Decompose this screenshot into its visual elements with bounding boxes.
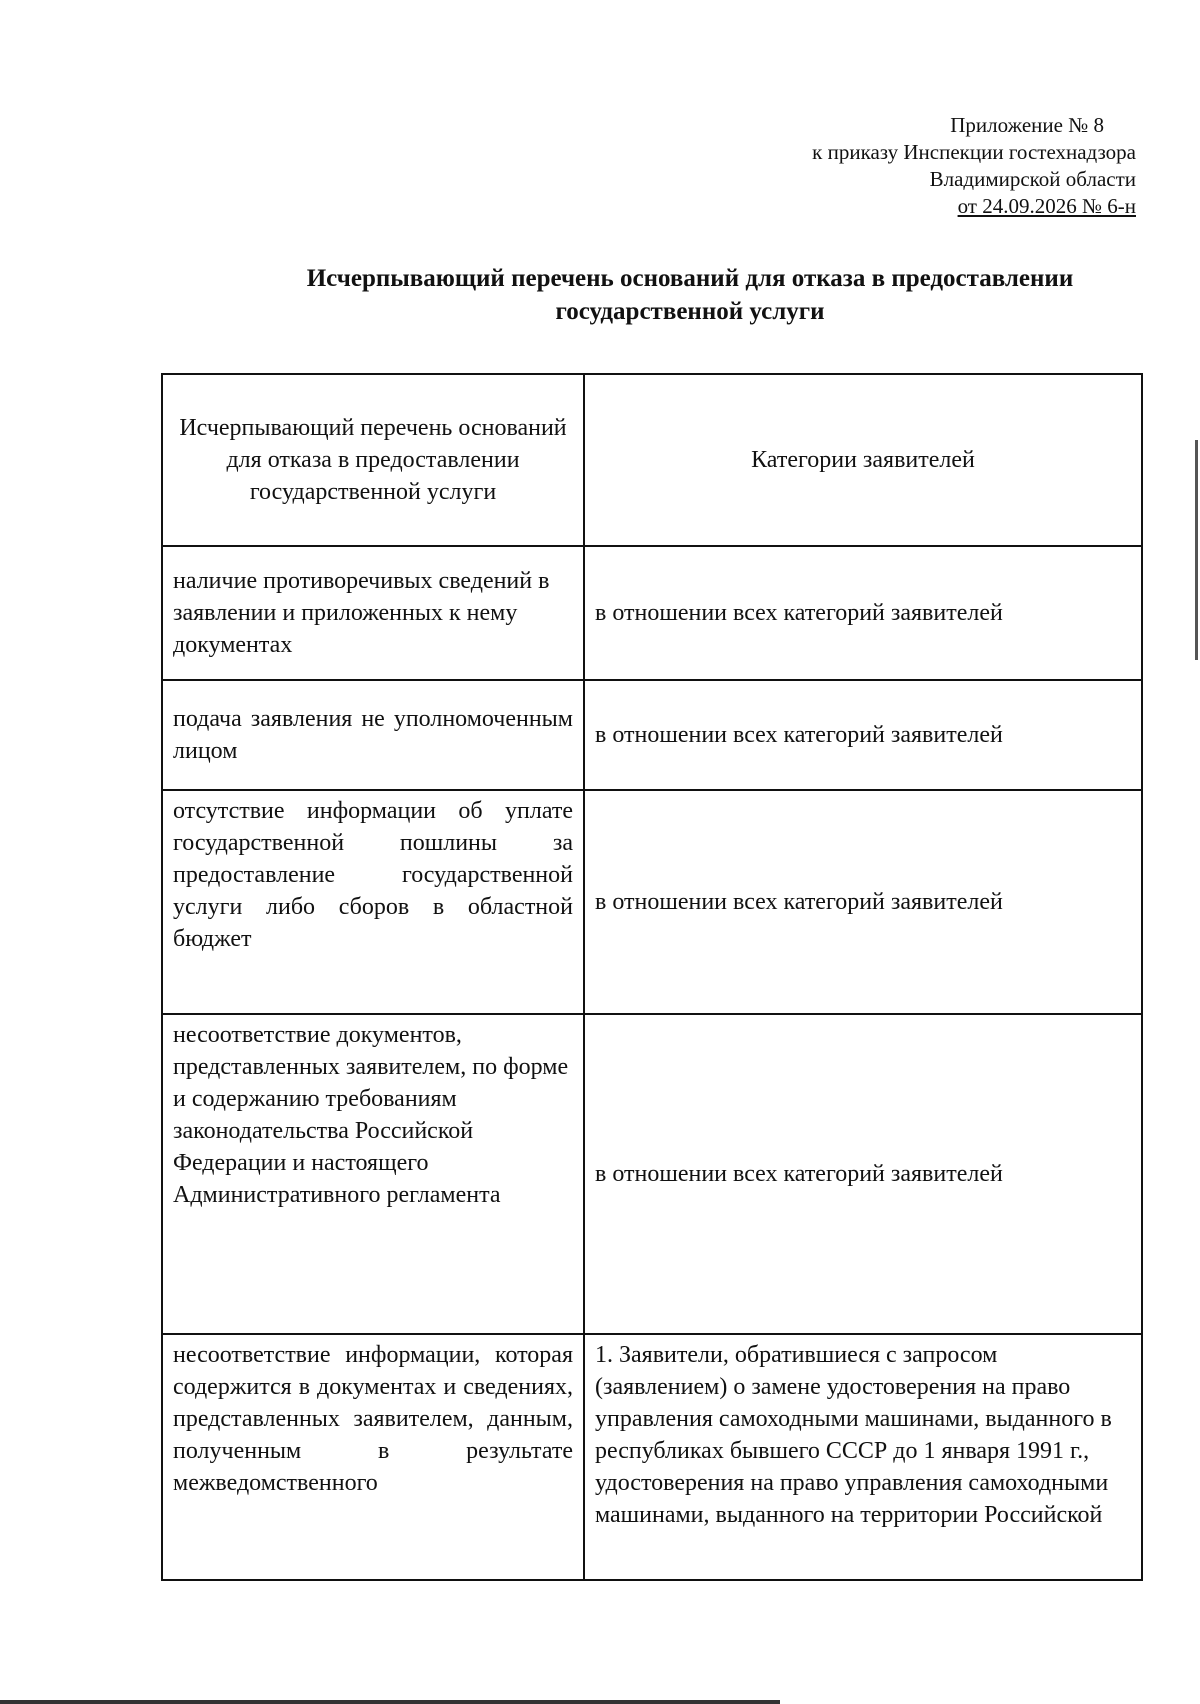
- category-cell: 1. Заявители, обратившиеся с запросом (заявлением) о замене удостоверения на право управления самоходными машинами, выданного в республиках бывшего СССР до 1 января 1991 г., удостоверения на право управления самоходными машинами, выданного на территории Российской: [584, 1334, 1142, 1580]
- annex-number: Приложение № 8: [950, 113, 1104, 137]
- table-header-row: [162, 374, 1142, 546]
- reason-cell: отсутствие информации об уплате государственной пошлины за предоставление государственной услуги либо сборов в областной бюджет: [162, 790, 584, 1014]
- category-cell: в отношении всех категорий заявителей: [584, 1014, 1142, 1334]
- category-cell: в отношении всех категорий заявителей: [584, 546, 1142, 680]
- annex-date-number: от 24.09.2026 № 6-н: [957, 194, 1136, 218]
- table-row: [162, 1014, 1142, 1334]
- annex-header: [812, 112, 1136, 220]
- scan-edge-right: [1195, 440, 1198, 660]
- annex-region: Владимирской области: [929, 167, 1136, 191]
- category-cell: в отношении всех категорий заявителей: [584, 680, 1142, 790]
- table-row: [162, 1334, 1142, 1580]
- reason-cell: несоответствие информации, которая содержится в документах и сведениях, представленных заявителем, данным, полученным в результате межведомственного: [162, 1334, 584, 1580]
- header-categories: Категории заявителей: [584, 374, 1142, 546]
- reason-cell: наличие противоречивых сведений в заявлении и приложенных к нему документах: [162, 546, 584, 680]
- table-row: [162, 546, 1142, 680]
- reason-cell: подача заявления не уполномоченным лицом: [162, 680, 584, 790]
- document-title: [180, 262, 1200, 328]
- annex-order-ref: к приказу Инспекции гостехнадзора: [812, 140, 1136, 164]
- table-row: [162, 790, 1142, 1014]
- scan-edge-bottom: [0, 1700, 780, 1704]
- title-line-1: Исчерпывающий перечень оснований для отказа в предоставлении: [306, 265, 1074, 292]
- category-cell: в отношении всех категорий заявителей: [584, 790, 1142, 1014]
- title-line-2: государственной услуги: [555, 298, 825, 325]
- table-row: [162, 680, 1142, 790]
- header-grounds: Исчерпывающий перечень оснований для отказа в предоставлении государственной услуги: [162, 374, 584, 546]
- grounds-table: [161, 373, 1143, 1581]
- reason-cell: несоответствие документов, представленных заявителем, по форме и содержанию требованиям законодательства Российской Федерации и настоящего Административного регламента: [162, 1014, 584, 1334]
